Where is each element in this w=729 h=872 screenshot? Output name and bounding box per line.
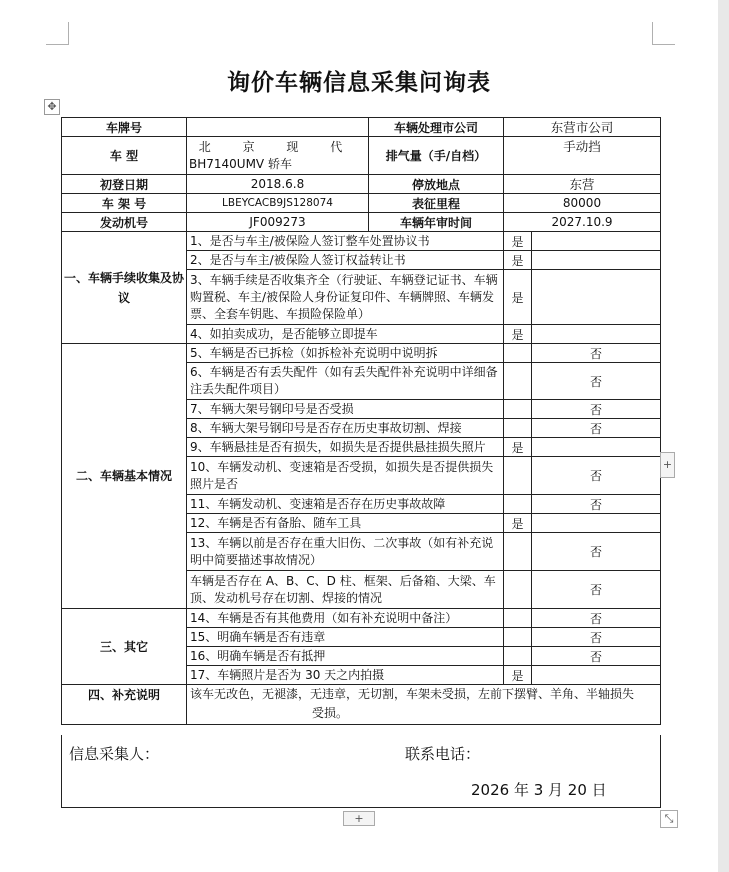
answer-no[interactable] <box>532 325 661 344</box>
park-label: 停放地点 <box>369 175 504 194</box>
question-text: 1、是否与车主/被保险人签订整车处置协议书 <box>187 232 504 251</box>
answer-yes[interactable] <box>504 571 532 609</box>
answer-yes[interactable] <box>504 419 532 438</box>
office-label: 车辆处理市公司 <box>369 118 504 137</box>
answer-no[interactable]: 否 <box>532 495 661 514</box>
vin-value[interactable]: LBEYCACB9JS128074 <box>187 194 369 213</box>
answer-yes[interactable]: 是 <box>504 251 532 270</box>
signature-block <box>61 735 661 808</box>
margin-corner-top-left <box>46 22 69 45</box>
reg-date-value[interactable]: 2018.6.8 <box>187 175 369 194</box>
page-edge <box>718 0 729 872</box>
question-text: 11、车辆发动机、变速箱是否存在历史事故故障 <box>187 495 504 514</box>
table-move-handle-icon[interactable]: ✥ <box>44 99 60 115</box>
displacement-value[interactable]: 手动挡 <box>504 137 661 175</box>
table-row <box>62 232 661 251</box>
document-title: 询价车辆信息采集问询表 <box>227 70 491 96</box>
question-text: 2、是否与车主/被保险人签订权益转让书 <box>187 251 504 270</box>
answer-yes[interactable] <box>504 647 532 666</box>
answer-yes[interactable] <box>504 400 532 419</box>
answer-no[interactable]: 否 <box>532 571 661 609</box>
model-value[interactable] <box>187 137 369 175</box>
answer-yes[interactable]: 是 <box>504 666 532 685</box>
add-column-plus-icon[interactable]: + <box>660 452 675 478</box>
answer-yes[interactable] <box>504 495 532 514</box>
section-3-title: 三、其它 <box>62 609 187 685</box>
answer-no[interactable]: 否 <box>532 363 661 400</box>
engine-value[interactable]: JF009273 <box>187 213 369 232</box>
answer-no[interactable]: 否 <box>532 419 661 438</box>
plate-label: 车牌号 <box>62 118 187 137</box>
answer-yes[interactable] <box>504 344 532 363</box>
answer-yes[interactable] <box>504 363 532 400</box>
table-row <box>62 609 661 628</box>
answer-no[interactable]: 否 <box>532 647 661 666</box>
question-text: 7、车辆大架号钢印号是否受损 <box>187 400 504 419</box>
supplement-text[interactable] <box>187 685 661 725</box>
answer-no[interactable]: 否 <box>532 400 661 419</box>
answer-yes[interactable]: 是 <box>504 270 532 325</box>
office-value[interactable]: 东营市公司 <box>504 118 661 137</box>
question-text: 9、车辆悬挂是否有损失，如损失是否提供悬挂损失照片 <box>187 438 504 457</box>
section-2-title: 二、车辆基本情况 <box>62 344 187 609</box>
answer-no[interactable]: 否 <box>532 609 661 628</box>
park-value[interactable]: 东营 <box>504 175 661 194</box>
model-brand: 北 京 现 代 <box>198 139 357 154</box>
answer-no[interactable]: 否 <box>532 533 661 571</box>
question-text: 15、明确车辆是否有违章 <box>187 628 504 647</box>
supplement-line: 受损。 <box>312 706 349 720</box>
question-text: 8、车辆大架号钢印号是否存在历史事故切割、焊接 <box>187 419 504 438</box>
answer-no[interactable] <box>532 666 661 685</box>
inspect-label: 车辆年审时间 <box>369 213 504 232</box>
displacement-label: 排气量（手/自档） <box>369 137 504 175</box>
mileage-label: 表征里程 <box>369 194 504 213</box>
question-text: 12、车辆是否有备胎、随车工具 <box>187 514 504 533</box>
question-text: 14、车辆是否有其他费用（如有补充说明中备注） <box>187 609 504 628</box>
question-text: 5、车辆是否已拆检（如拆检补充说明中说明拆 <box>187 344 504 363</box>
table-row <box>62 685 661 725</box>
model-label: 车 型 <box>62 137 187 175</box>
margin-corner-top-right <box>652 22 675 45</box>
table-row <box>62 137 661 175</box>
question-text: 4、如拍卖成功，是否能够立即提车 <box>187 325 504 344</box>
table-row <box>62 175 661 194</box>
answer-yes[interactable] <box>504 533 532 571</box>
reg-date-label: 初登日期 <box>62 175 187 194</box>
answer-yes[interactable]: 是 <box>504 325 532 344</box>
answer-yes[interactable] <box>504 609 532 628</box>
question-text: 3、车辆手续是否收集齐全（行驶证、车辆登记证书、车辆购置税、车主/被保险人身份证复印件、车辆牌照、车辆发票、全套车钥匙、车损险保险单） <box>187 270 504 325</box>
answer-yes[interactable] <box>504 457 532 495</box>
collector-label: 信息采集人： <box>69 745 160 763</box>
answer-no[interactable]: 否 <box>532 628 661 647</box>
question-text: 17、车辆照片是否为 30 天之内拍摄 <box>187 666 504 685</box>
table-row <box>62 194 661 213</box>
engine-label: 发动机号 <box>62 213 187 232</box>
inspect-value[interactable]: 2027.10.9 <box>504 213 661 232</box>
question-text: 13、车辆以前是否存在重大旧伤、二次事故（如有补充说明中简要描述事故情况） <box>187 533 504 571</box>
section-4-title: 四、补充说明 <box>62 685 187 725</box>
answer-no[interactable] <box>532 232 661 251</box>
table-row <box>62 213 661 232</box>
phone-label: 联系电话： <box>405 745 481 763</box>
question-text: 6、车辆是否有丢失配件（如有丢失配件补充说明中详细备注丢失配件项目） <box>187 363 504 400</box>
question-text: 车辆是否存在 A、B、C、D 柱、框架、后备箱、大梁、车顶、发动机号存在切割、焊接的情况 <box>187 571 504 609</box>
answer-no[interactable] <box>532 251 661 270</box>
table-resize-icon[interactable]: ⤡ <box>660 810 678 828</box>
section-1-title: 一、车辆手续收集及协议 <box>62 232 187 344</box>
inquiry-table <box>61 117 661 725</box>
answer-no[interactable]: 否 <box>532 457 661 495</box>
mileage-value[interactable]: 80000 <box>504 194 661 213</box>
answer-yes[interactable]: 是 <box>504 514 532 533</box>
answer-yes[interactable] <box>504 628 532 647</box>
answer-no[interactable] <box>532 438 661 457</box>
table-row <box>62 344 661 363</box>
vin-label: 车 架 号 <box>62 194 187 213</box>
answer-no[interactable]: 否 <box>532 344 661 363</box>
plate-value[interactable] <box>187 118 369 137</box>
model-code: BH7140UMV 轿车 <box>189 156 292 171</box>
answer-yes[interactable]: 是 <box>504 438 532 457</box>
answer-no[interactable] <box>532 270 661 325</box>
add-row-plus-icon[interactable]: + <box>343 811 375 826</box>
answer-yes[interactable]: 是 <box>504 232 532 251</box>
answer-no[interactable] <box>532 514 661 533</box>
table-row <box>62 118 661 137</box>
question-text: 10、车辆发动机、变速箱是否受损，如损失是否提供损失照片是否 <box>187 457 504 495</box>
question-text: 16、明确车辆是否有抵押 <box>187 647 504 666</box>
supplement-line: 该车无改色，无褪漆，无违章，无切割，车架未受损，左前下摆臂、羊角、半轴损失 <box>190 687 635 701</box>
sign-date: 2026 年 3 月 20 日 <box>471 781 607 799</box>
